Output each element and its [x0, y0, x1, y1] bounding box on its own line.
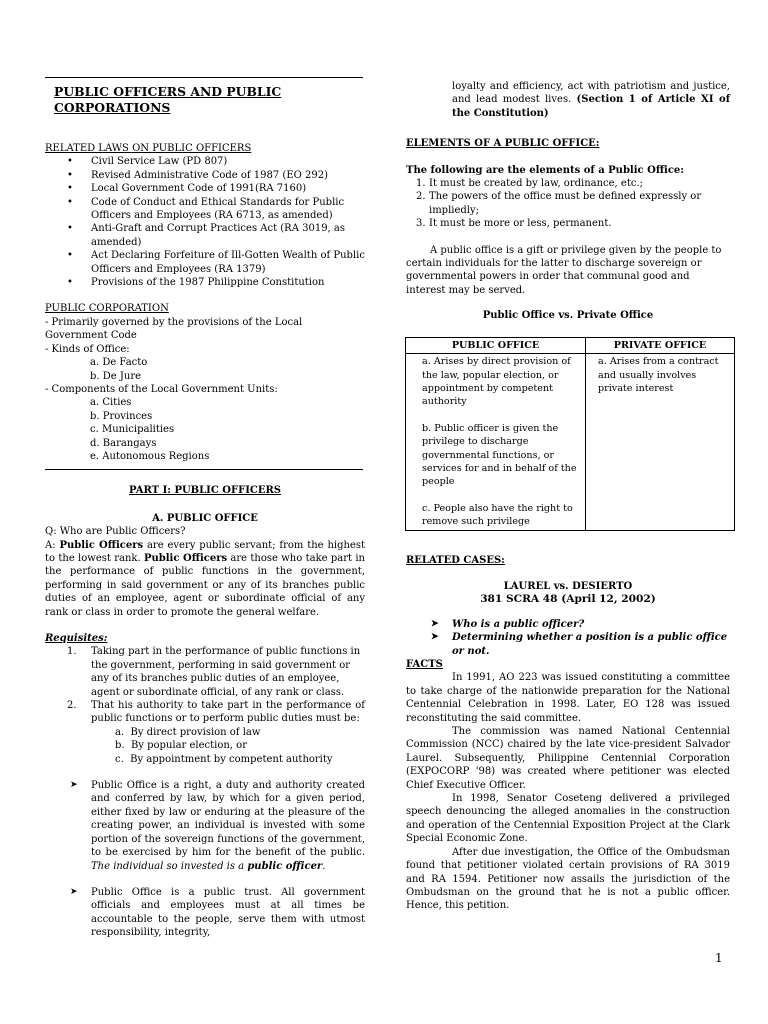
- bold-term: Public Officers: [59, 539, 144, 551]
- list-text: That his authority to take part in the performance of public functions or to perform public duties must be:: [91, 700, 365, 725]
- list-item: [45, 886, 365, 940]
- cell-entry: a. Arises from a contract and usually involves private interest: [598, 356, 719, 394]
- facts-paragraph: The commission was named National Centennial Commission (NCC) chaired by the late vice-president Salvador Laurel. Subsequently, Philippine Centennial Corporation (EXPOCORP '98) was created where petitioner was elected Chief Executive Officer.: [406, 726, 730, 791]
- requisites-list: [45, 645, 365, 725]
- facts-paragraph: In 1998, Senator Coseteng delivered a privileged speech denouncing the alleged anomalies in the construction and operation of the Centennial Exposition Project at the Clark Special Economic Zone.: [406, 793, 730, 845]
- table-title: Public Office vs. Private Office: [482, 310, 654, 322]
- list-number: 2.: [67, 700, 77, 712]
- list-item: a. Cities: [90, 397, 132, 409]
- list-text: It must be more or less, permanent.: [429, 218, 612, 230]
- table-cell: [406, 354, 586, 530]
- section-divider: [45, 469, 363, 470]
- list-item: • Act Declaring Forfeiture of Ill-Gotten Wealth of Public Officers and Employees (RA 1379): [45, 249, 365, 276]
- answer-text: are every public servant; from the highest to the lowest rank.: [45, 539, 365, 564]
- facts-paragraph: After due investigation, the Office of the Ombudsman found that petitioner violated certain provisions of RA 3019 and RA 1594. Petitioner now assails the jurisdiction of the Ombudsman on the ground that he is not a public officer. Hence, this petition.: [406, 846, 730, 912]
- paragraph-text: loyalty and efficiency, act with patriotism and justice, and lead modest lives.: [452, 81, 730, 106]
- list-item: b. Provinces: [90, 410, 153, 422]
- top-rule: [45, 77, 363, 78]
- list-text: The powers of the office must be defined expressly or impliedly;: [429, 191, 702, 216]
- list-number: 3.: [416, 218, 426, 230]
- answer-prefix: A:: [45, 539, 60, 551]
- kinds-of-office-label: - Kinds of Office:: [45, 343, 130, 355]
- elements-intro: The following are the elements of a Public Office:: [406, 164, 684, 176]
- list-item: [45, 645, 365, 699]
- question: Q: Who are Public Officers?: [45, 526, 186, 538]
- list-item: [406, 618, 730, 631]
- list-item: d. Barangays: [90, 437, 157, 449]
- facts-heading: FACTS: [406, 659, 443, 670]
- case-name: LAUREL vs. DESIERTO: [503, 580, 633, 592]
- list-item: • Code of Conduct and Ethical Standards for Public Officers and Employees (RA 6713, as amended): [45, 196, 365, 223]
- list-item: [45, 699, 365, 726]
- public-corporation-line: - Primarily governed by the provisions of the Local Government Code: [45, 316, 303, 342]
- list-item: • Anti-Graft and Corrupt Practices Act (RA 3019, as amended): [45, 222, 365, 249]
- issue-text: Determining whether a position is a public office or not.: [452, 632, 728, 657]
- paragraph-text: Public Office is a right, a duty and authority created and conferred by law, by which for a given period, either fixed by law or enduring at the pleasure of the creating power, an individual is invested with some portion of the sovereign functions of the government, to be exercised by him for the benefit of the public.: [91, 780, 365, 859]
- table-cell: [586, 354, 735, 530]
- list-item: • Revised Administrative Code of 1987 (EO 292): [45, 169, 365, 182]
- gift-paragraph: A public office is a gift or privilege given by the people to certain individuals for the latter to discharge sovereign or governmental powers in order that communal good and interest may be served.: [406, 244, 722, 296]
- paragraph-text: .: [322, 860, 326, 872]
- continued-paragraph: [406, 80, 730, 120]
- related-laws-list: [45, 155, 365, 289]
- list-item: • Civil Service Law (PD 807): [45, 155, 365, 168]
- sub-heading: A. PUBLIC OFFICE: [152, 512, 258, 524]
- part-heading: PART I: PUBLIC OFFICERS: [128, 485, 281, 497]
- list-item: a. De Facto: [90, 357, 148, 369]
- list-number: 1.: [416, 178, 426, 190]
- bold-italic-text: public officer: [247, 860, 323, 872]
- cell-entry: b. Public officer is given the privilege to discharge governmental functions, or services for and in behalf of the people: [422, 422, 577, 488]
- arrowhead-bullet-icon: ➤: [70, 780, 78, 791]
- arrowhead-bullet-icon: ➤: [70, 886, 78, 897]
- right-column: [406, 80, 730, 913]
- arrow-list: [45, 779, 365, 939]
- list-item: a. By direct provision of law: [115, 726, 261, 738]
- table-row: [406, 354, 735, 530]
- table-header-row: [406, 337, 735, 353]
- public-corporation-heading: PUBLIC CORPORATION: [45, 303, 169, 315]
- list-item: c. By appointment by competent authority: [115, 753, 333, 765]
- list-item: b. By popular election, or: [115, 740, 247, 752]
- arrowhead-bullet-icon: ➤: [431, 618, 439, 629]
- answer-text: are those who take part in the performance of public functions in the government, performing in said government or any of its branches public duties of an employee, agent or subordinate official of any rank or class in order to promote the general welfare.: [45, 552, 365, 618]
- related-laws-heading: RELATED LAWS ON PUBLIC OFFICERS: [45, 143, 252, 154]
- list-text: It must be created by law, ordinance, etc.;: [429, 178, 643, 190]
- comparison-table: [405, 337, 735, 531]
- column-header: PUBLIC OFFICE: [406, 337, 586, 353]
- answer-paragraph: [45, 539, 365, 619]
- italic-text: The individual so invested is a: [91, 860, 248, 872]
- elements-heading: ELEMENTS OF A PUBLIC OFFICE:: [406, 138, 600, 150]
- list-item: [406, 631, 730, 658]
- list-item: • Local Government Code of 1991(RA 7160): [45, 182, 365, 195]
- cell-entry: c. People also have the right to remove such privilege: [422, 502, 573, 528]
- facts-paragraph: In 1991, AO 223 was issued constituting a committee to take charge of the nationwide preparation for the National Centennial Celebration in 1998. Later, EO 128 was issued reconstituting the said committee.: [406, 672, 730, 724]
- left-column: [45, 84, 365, 940]
- requisites-label: Requisites:: [45, 633, 108, 644]
- list-item: b. De Jure: [90, 370, 142, 382]
- list-item: • Provisions of the 1987 Philippine Constitution: [45, 276, 365, 289]
- case-citation: 381 SCRA 48 (April 12, 2002): [480, 593, 656, 606]
- components-label: - Components of the Local Government Units:: [45, 383, 278, 395]
- related-cases-heading: RELATED CASES:: [406, 554, 505, 566]
- citation: (Section 1 of Article XI of the Constitution): [452, 94, 731, 119]
- list-item: e. Autonomous Regions: [90, 450, 210, 462]
- paragraph-text: Public Office is a public trust. All government officials and employees must at all times be accountable to the people, serve them with utmost responsibility, integrity,: [91, 886, 365, 939]
- list-item: [406, 177, 730, 190]
- arrowhead-bullet-icon: ➤: [431, 632, 439, 643]
- list-text: Taking part in the performance of public functions in the government, performing in said government or any of its branches public duties of an employee, agent or subordinate official, of any rank or class.: [91, 646, 361, 698]
- list-item: c. Municipalities: [90, 424, 175, 436]
- list-number: 1.: [67, 646, 77, 658]
- bold-term: Public Officers: [143, 552, 228, 564]
- list-item: [406, 217, 730, 230]
- cell-entry: a. Arises by direct provision of the law, popular election, or appointment by competent authority: [422, 356, 571, 408]
- elements-list: [406, 177, 730, 231]
- page-title: PUBLIC OFFICERS AND PUBLIC CORPORATIONS: [54, 84, 282, 115]
- list-number: 2.: [416, 191, 426, 203]
- column-header: PRIVATE OFFICE: [586, 337, 735, 353]
- list-item: [406, 190, 730, 217]
- issues-list: [406, 618, 730, 658]
- list-item: [45, 779, 365, 873]
- page-number: 1: [715, 951, 723, 965]
- issue-text: Who is a public officer?: [452, 618, 585, 630]
